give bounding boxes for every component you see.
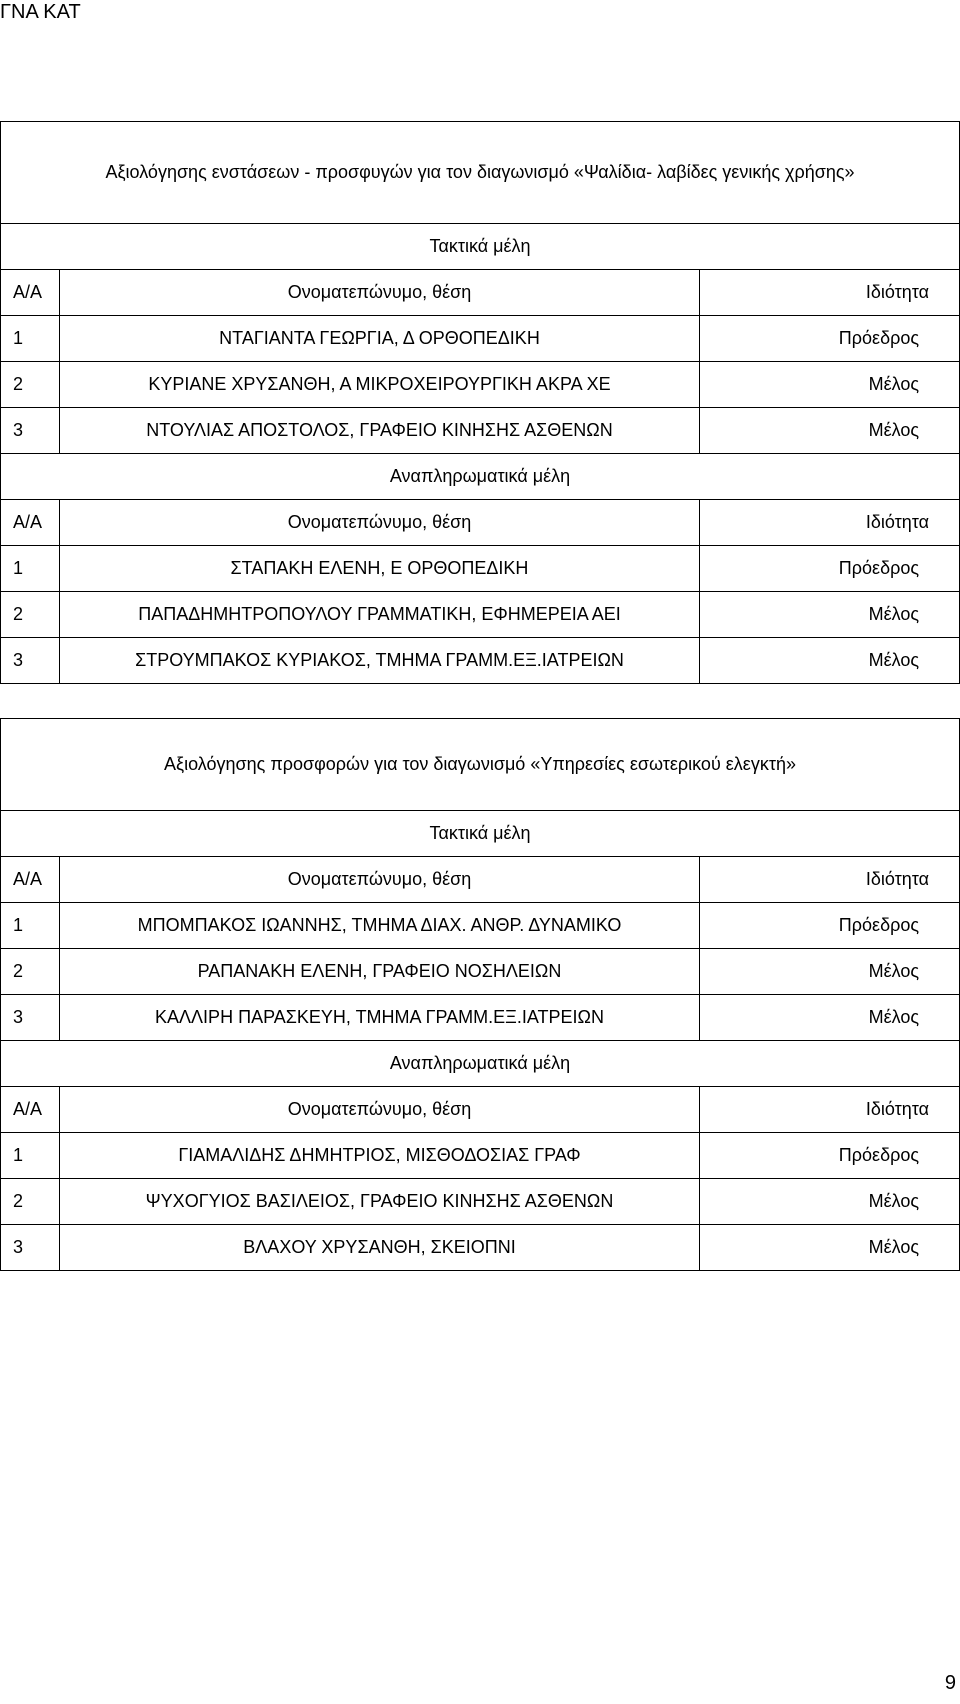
column-header-name: Ονοματεπώνυμο, θέση <box>60 1087 700 1133</box>
table-row <box>1 1133 960 1179</box>
member-number: 2 <box>1 949 60 995</box>
member-number: 1 <box>1 903 60 949</box>
table-row <box>1 995 960 1041</box>
member-name-position: ΜΠΟΜΠΑΚΟΣ ΙΩΑΝΝΗΣ, ΤΜΗΜΑ ΔΙΑΧ. ΑΝΘΡ. ΔΥΝΑΜΙΚΟ <box>60 903 700 949</box>
section-label: Τακτικά μέλη <box>1 811 960 857</box>
member-role: Πρόεδρος <box>700 903 960 949</box>
section-label-row <box>1 811 960 857</box>
table-row <box>1 1225 960 1271</box>
table-row <box>1 903 960 949</box>
member-number: 2 <box>1 592 60 638</box>
member-name-position: ΣΤΑΠΑΚΗ ΕΛΕΝΗ, Ε ΟΡΘΟΠΕΔΙΚΗ <box>60 546 700 592</box>
table-row <box>1 949 960 995</box>
section-label-row <box>1 1041 960 1087</box>
member-number: 2 <box>1 362 60 408</box>
member-number: 3 <box>1 638 60 684</box>
column-header-name: Ονοματεπώνυμο, θέση <box>60 857 700 903</box>
column-header-aa: Α/Α <box>1 270 60 316</box>
member-number: 1 <box>1 546 60 592</box>
member-number: 3 <box>1 408 60 454</box>
member-role: Μέλος <box>700 362 960 408</box>
table-header-row <box>1 270 960 316</box>
member-name-position: ΨΥΧΟΓΥΙΟΣ ΒΑΣΙΛΕΙΟΣ, ΓΡΑΦΕΙΟ ΚΙΝΗΣΗΣ ΑΣΘΕΝΩΝ <box>60 1179 700 1225</box>
page-header: ΓΝΑ ΚΑΤ <box>0 1 81 23</box>
member-role: Μέλος <box>700 1225 960 1271</box>
column-header-role: Ιδιότητα <box>700 1087 960 1133</box>
table-row <box>1 546 960 592</box>
committee-title: Αξιολόγησης ενστάσεων - προσφυγών για τον διαγωνισμό «Ψαλίδια- λαβίδες γενικής χρήσης» <box>1 122 960 224</box>
member-role: Μέλος <box>700 408 960 454</box>
committee-title-row <box>1 122 960 224</box>
member-number: 1 <box>1 1133 60 1179</box>
committee-title: Αξιολόγησης προσφορών για τον διαγωνισμό «Υπηρεσίες εσωτερικού ελεγκτή» <box>1 719 960 811</box>
member-name-position: ΓΙΑΜΑΛΙΔΗΣ ΔΗΜΗΤΡΙΟΣ, ΜΙΣΘΟΔΟΣΙΑΣ ΓΡΑΦ <box>60 1133 700 1179</box>
column-header-role: Ιδιότητα <box>700 500 960 546</box>
column-header-name: Ονοματεπώνυμο, θέση <box>60 500 700 546</box>
member-role: Μέλος <box>700 995 960 1041</box>
committee-title-row <box>1 719 960 811</box>
column-header-aa: Α/Α <box>1 857 60 903</box>
table-row <box>1 1179 960 1225</box>
committee-table <box>0 718 960 1271</box>
column-header-aa: Α/Α <box>1 500 60 546</box>
member-role: Μέλος <box>700 638 960 684</box>
member-name-position: ΝΤΟΥΛΙΑΣ ΑΠΟΣΤΟΛΟΣ, ΓΡΑΦΕΙΟ ΚΙΝΗΣΗΣ ΑΣΘΕΝΩΝ <box>60 408 700 454</box>
member-number: 1 <box>1 316 60 362</box>
member-number: 2 <box>1 1179 60 1225</box>
member-name-position: ΒΛΑΧΟΥ ΧΡΥΣΑΝΘΗ, ΣΚΕΙΟΠΝΙ <box>60 1225 700 1271</box>
table-row <box>1 316 960 362</box>
table-row <box>1 638 960 684</box>
section-label-row <box>1 454 960 500</box>
member-name-position: ΚΥΡΙΑΝΕ ΧΡΥΣΑΝΘΗ, Α ΜΙΚΡΟΧΕΙΡΟΥΡΓΙΚΗ ΑΚΡΑ ΧΕ <box>60 362 700 408</box>
member-name-position: ΣΤΡΟΥΜΠΑΚΟΣ ΚΥΡΙΑΚΟΣ, ΤΜΗΜΑ ΓΡΑΜΜ.ΕΞ.ΙΑΤΡΕΙΩΝ <box>60 638 700 684</box>
member-name-position: ΝΤΑΓΙΑΝΤΑ ΓΕΩΡΓΙΑ, Δ ΟΡΘΟΠΕΔΙΚΗ <box>60 316 700 362</box>
member-role: Πρόεδρος <box>700 316 960 362</box>
member-role: Μέλος <box>700 592 960 638</box>
column-header-role: Ιδιότητα <box>700 857 960 903</box>
column-header-role: Ιδιότητα <box>700 270 960 316</box>
table-row <box>1 408 960 454</box>
member-role: Μέλος <box>700 949 960 995</box>
column-header-name: Ονοματεπώνυμο, θέση <box>60 270 700 316</box>
member-role: Πρόεδρος <box>700 546 960 592</box>
member-role: Πρόεδρος <box>700 1133 960 1179</box>
table-header-row <box>1 1087 960 1133</box>
section-label: Τακτικά μέλη <box>1 224 960 270</box>
section-label: Αναπληρωματικά μέλη <box>1 1041 960 1087</box>
member-number: 3 <box>1 1225 60 1271</box>
table-header-row <box>1 857 960 903</box>
committee-table <box>0 121 960 684</box>
page-number: 9 <box>944 1672 956 1694</box>
member-name-position: ΚΑΛΛΙΡΗ ΠΑΡΑΣΚΕΥΗ, ΤΜΗΜΑ ΓΡΑΜΜ.ΕΞ.ΙΑΤΡΕΙΩΝ <box>60 995 700 1041</box>
member-name-position: ΠΑΠΑΔΗΜΗΤΡΟΠΟΥΛΟΥ ΓΡΑΜΜΑΤΙΚΗ, ΕΦΗΜΕΡΕΙΑ ΑΕΙ <box>60 592 700 638</box>
table-header-row <box>1 500 960 546</box>
table-row <box>1 362 960 408</box>
member-name-position: ΡΑΠΑΝΑΚΗ ΕΛΕΝΗ, ΓΡΑΦΕΙΟ ΝΟΣΗΛΕΙΩΝ <box>60 949 700 995</box>
member-role: Μέλος <box>700 1179 960 1225</box>
section-label: Αναπληρωματικά μέλη <box>1 454 960 500</box>
member-number: 3 <box>1 995 60 1041</box>
section-label-row <box>1 224 960 270</box>
column-header-aa: Α/Α <box>1 1087 60 1133</box>
table-row <box>1 592 960 638</box>
